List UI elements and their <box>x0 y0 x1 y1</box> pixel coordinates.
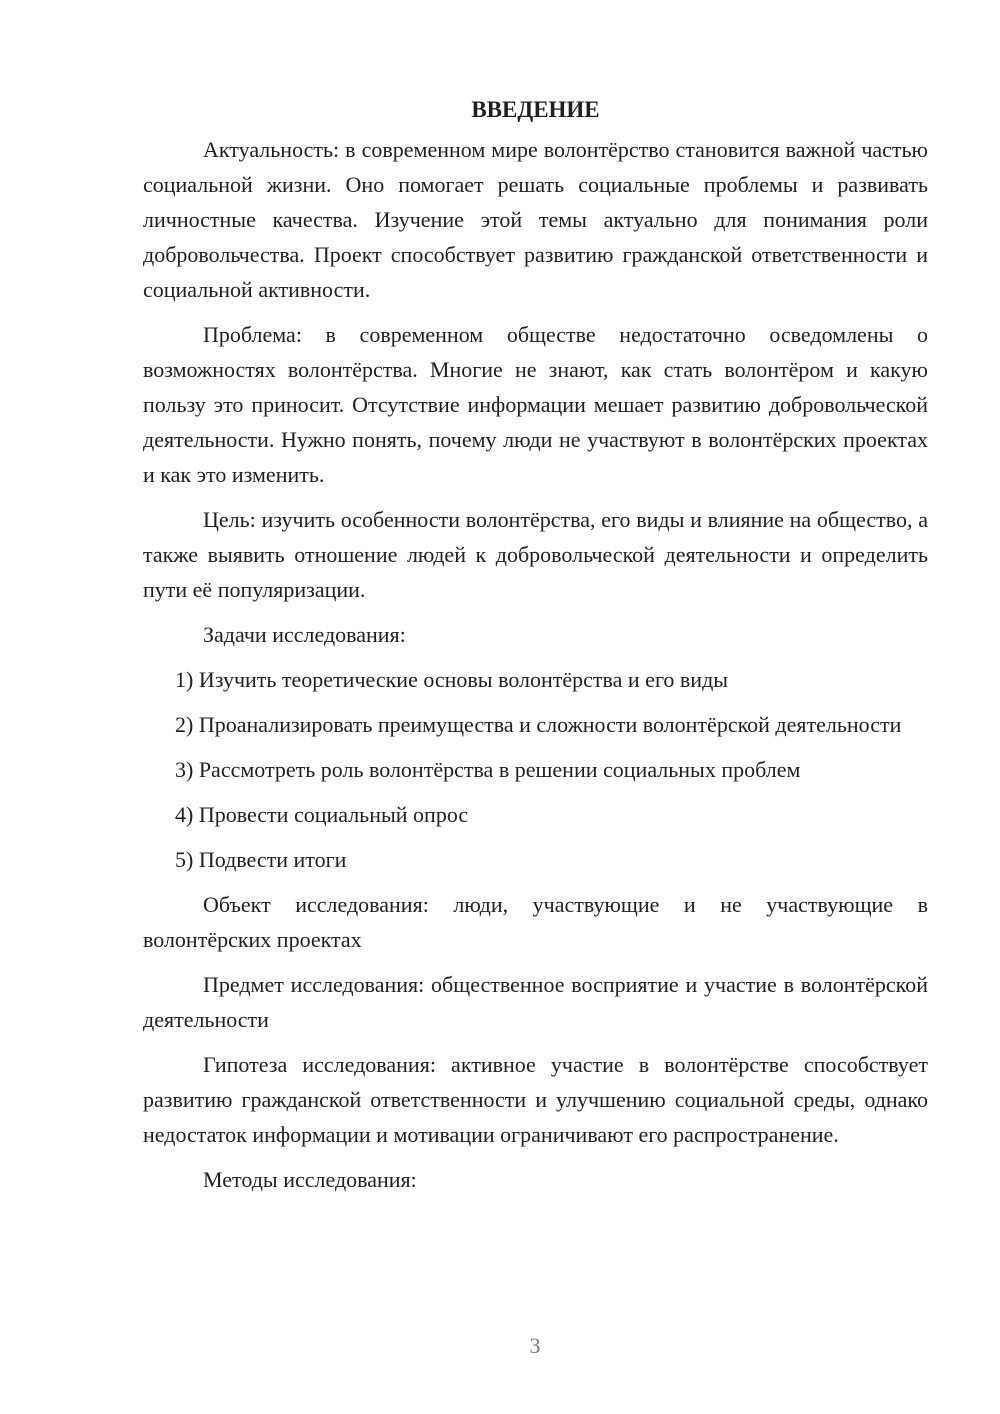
list-item: 4) Провести социальный опрос <box>175 802 469 827</box>
tasks-label: Задачи исследования: <box>203 622 406 647</box>
section-heading: ВВЕДЕНИЕ <box>471 97 600 122</box>
list-item: 1) Изучить теоретические основы волонтёрства и его виды <box>175 667 729 692</box>
list-item: 3) Рассмотреть роль волонтёрства в решении социальных проблем <box>175 757 801 782</box>
paragraph-relevance: Актуальность: в современном мире волонтёрство становится важной частью социальной жизни. Оно помогает решать социальные проблемы и развивать личностные качества. Изучение этой темы актуально для понимания роли добровольчества. Проект способствует развитию гражданской ответственности и социальной активности. <box>143 137 928 302</box>
list-item: 2) Проанализировать преимущества и сложности волонтёрской деятельности <box>175 712 902 737</box>
methods-label: Методы исследования: <box>203 1167 417 1192</box>
tasks-list <box>143 662 928 877</box>
paragraph-subject: Предмет исследования: общественное восприятие и участие в волонтёрской деятельности <box>143 972 928 1032</box>
list-item: 5) Подвести итоги <box>175 847 347 872</box>
document-page <box>143 92 928 1207</box>
paragraph-hypothesis: Гипотеза исследования: активное участие в волонтёрстве способствует развитию гражданской ответственности и улучшению социальной среды, однако недостаток информации и мотивации ограничивают его распространение. <box>143 1052 928 1147</box>
paragraph-goal: Цель: изучить особенности волонтёрства, его виды и влияние на общество, а также выявить отношение людей к добровольческой деятельности и определить пути её популяризации. <box>143 507 928 602</box>
paragraph-object: Объект исследования: люди, участвующие и не участвующие в волонтёрских проектах <box>143 892 928 952</box>
paragraph-problem: Проблема: в современном обществе недостаточно осведомлены о возможностях волонтёрства. Многие не знают, как стать волонтёром и какую пользу это приносит. Отсутствие информации мешает развитию добровольческой деятельности. Нужно понять, почему люди не участвуют в волонтёрских проектах и как это изменить. <box>143 322 928 487</box>
page-number: 3 <box>529 1333 541 1358</box>
